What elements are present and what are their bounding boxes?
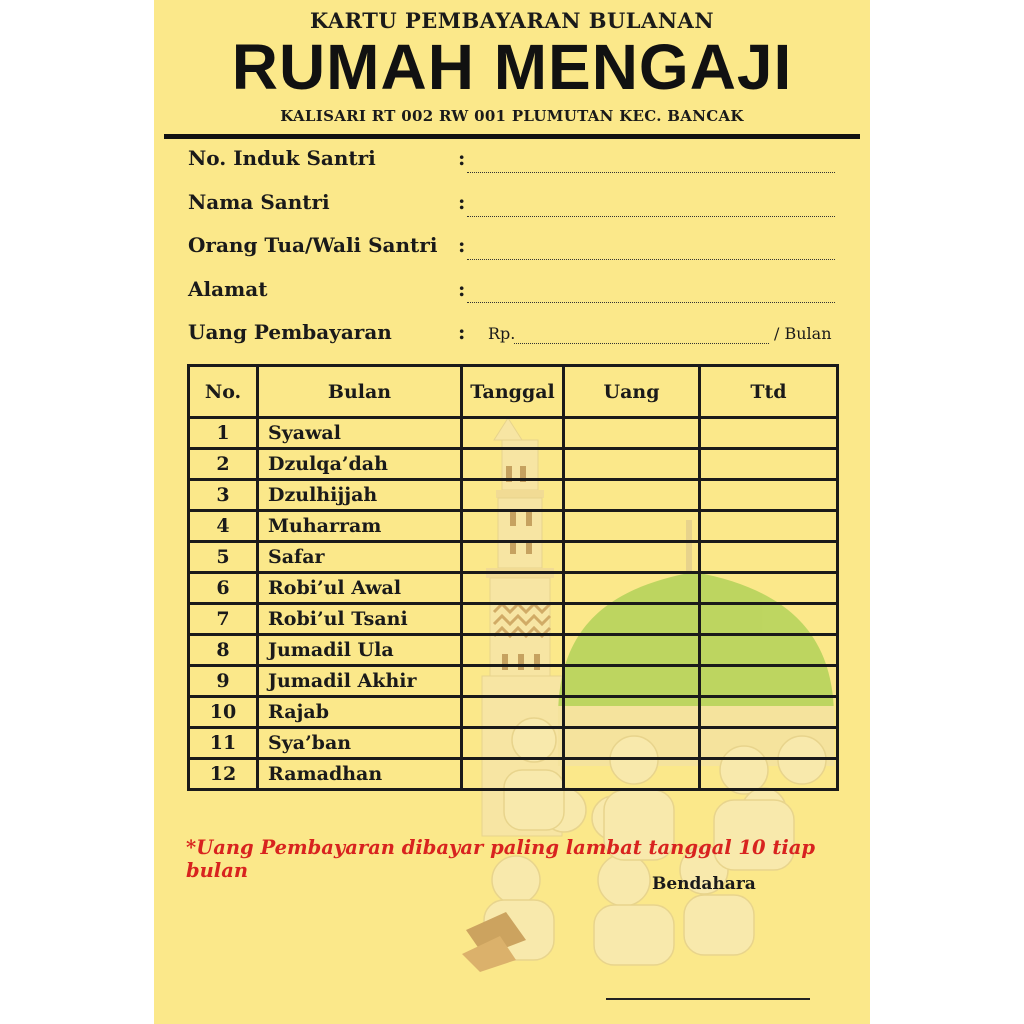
payment-rows xyxy=(189,418,838,790)
row-number: 2 xyxy=(189,449,258,480)
date-cell[interactable] xyxy=(462,418,564,449)
table-row xyxy=(189,480,838,511)
amount-cell[interactable] xyxy=(564,604,700,635)
amount-cell[interactable] xyxy=(564,511,700,542)
payment-card xyxy=(154,0,870,1024)
payment-deadline-note: *Uang Pembayaran dibayar paling lambat tanggal 10 tiap bulan xyxy=(186,836,816,882)
date-cell[interactable] xyxy=(462,604,564,635)
table-row xyxy=(189,418,838,449)
table-row xyxy=(189,604,838,635)
row-month: Ramadhan xyxy=(258,759,462,790)
row-month: Robi’ul Awal xyxy=(258,573,462,604)
amount-cell[interactable] xyxy=(564,418,700,449)
student-id-line[interactable] xyxy=(467,170,835,173)
signature-cell[interactable] xyxy=(700,542,838,573)
card-address: KALISARI RT 002 RW 001 PLUMUTAN KEC. BANCAK xyxy=(280,107,744,125)
row-number: 1 xyxy=(189,418,258,449)
header-date: Tanggal xyxy=(462,366,564,418)
date-cell[interactable] xyxy=(462,573,564,604)
date-cell[interactable] xyxy=(462,635,564,666)
card-title: RUMAH MENGAJI xyxy=(231,31,793,103)
row-month: Jumadil Ula xyxy=(258,635,462,666)
table-header-row xyxy=(189,366,838,418)
row-month: Sya’ban xyxy=(258,728,462,759)
field-label-address: Alamat xyxy=(188,277,268,301)
treasurer-label: Bendahara xyxy=(652,874,756,894)
signature-cell[interactable] xyxy=(700,511,838,542)
row-number: 8 xyxy=(189,635,258,666)
row-month: Robi’ul Tsani xyxy=(258,604,462,635)
header-amount: Uang xyxy=(564,366,700,418)
date-cell[interactable] xyxy=(462,449,564,480)
row-month: Muharram xyxy=(258,511,462,542)
row-number: 10 xyxy=(189,697,258,728)
signature-cell[interactable] xyxy=(700,759,838,790)
field-label-payment: Uang Pembayaran xyxy=(188,320,392,344)
guardian-line[interactable] xyxy=(467,257,835,260)
signature-cell[interactable] xyxy=(700,604,838,635)
amount-cell[interactable] xyxy=(564,480,700,511)
header-no: No. xyxy=(189,366,258,418)
signature-cell[interactable] xyxy=(700,573,838,604)
amount-cell[interactable] xyxy=(564,573,700,604)
field-colon: : xyxy=(458,277,466,301)
table-row xyxy=(189,449,838,480)
row-number: 7 xyxy=(189,604,258,635)
header-month: Bulan xyxy=(258,366,462,418)
payment-amount-line[interactable] xyxy=(514,341,769,344)
amount-cell[interactable] xyxy=(564,449,700,480)
row-month: Safar xyxy=(258,542,462,573)
date-cell[interactable] xyxy=(462,697,564,728)
table-row xyxy=(189,666,838,697)
table-row xyxy=(189,635,838,666)
date-cell[interactable] xyxy=(462,728,564,759)
amount-cell[interactable] xyxy=(564,666,700,697)
date-cell[interactable] xyxy=(462,511,564,542)
row-number: 3 xyxy=(189,480,258,511)
amount-cell[interactable] xyxy=(564,759,700,790)
payment-table xyxy=(187,364,839,791)
date-cell[interactable] xyxy=(462,480,564,511)
row-number: 4 xyxy=(189,511,258,542)
field-label-student-id: No. Induk Santri xyxy=(188,146,376,170)
amount-cell[interactable] xyxy=(564,697,700,728)
currency-prefix: Rp. xyxy=(488,324,516,343)
signature-cell[interactable] xyxy=(700,728,838,759)
signature-cell[interactable] xyxy=(700,418,838,449)
signature-cell[interactable] xyxy=(700,697,838,728)
row-month: Dzulqa’dah xyxy=(258,449,462,480)
per-month-suffix: / Bulan xyxy=(774,324,832,343)
field-label-guardian: Orang Tua/Wali Santri xyxy=(188,233,438,257)
row-number: 5 xyxy=(189,542,258,573)
table-row xyxy=(189,511,838,542)
row-month: Rajab xyxy=(258,697,462,728)
signature-cell[interactable] xyxy=(700,480,838,511)
table-row xyxy=(189,573,838,604)
row-month: Jumadil Akhir xyxy=(258,666,462,697)
row-number: 12 xyxy=(189,759,258,790)
row-number: 6 xyxy=(189,573,258,604)
field-label-student-name: Nama Santri xyxy=(188,190,330,214)
row-month: Syawal xyxy=(258,418,462,449)
date-cell[interactable] xyxy=(462,666,564,697)
row-number: 11 xyxy=(189,728,258,759)
treasurer-signature-line[interactable] xyxy=(606,998,810,1000)
amount-cell[interactable] xyxy=(564,635,700,666)
header-divider xyxy=(164,134,860,139)
field-colon: : xyxy=(458,320,466,344)
table-row xyxy=(189,728,838,759)
signature-cell[interactable] xyxy=(700,666,838,697)
date-cell[interactable] xyxy=(462,759,564,790)
field-colon: : xyxy=(458,233,466,257)
date-cell[interactable] xyxy=(462,542,564,573)
card-kicker: KARTU PEMBAYARAN BULANAN xyxy=(309,8,715,33)
signature-cell[interactable] xyxy=(700,449,838,480)
table-row xyxy=(189,697,838,728)
row-number: 9 xyxy=(189,666,258,697)
field-colon: : xyxy=(458,190,466,214)
amount-cell[interactable] xyxy=(564,728,700,759)
signature-cell[interactable] xyxy=(700,635,838,666)
amount-cell[interactable] xyxy=(564,542,700,573)
header-signature: Ttd xyxy=(700,366,838,418)
student-name-line[interactable] xyxy=(467,214,835,217)
field-colon: : xyxy=(458,146,466,170)
address-line[interactable] xyxy=(467,300,835,303)
row-month: Dzulhijjah xyxy=(258,480,462,511)
table-row xyxy=(189,542,838,573)
table-row xyxy=(189,759,838,790)
